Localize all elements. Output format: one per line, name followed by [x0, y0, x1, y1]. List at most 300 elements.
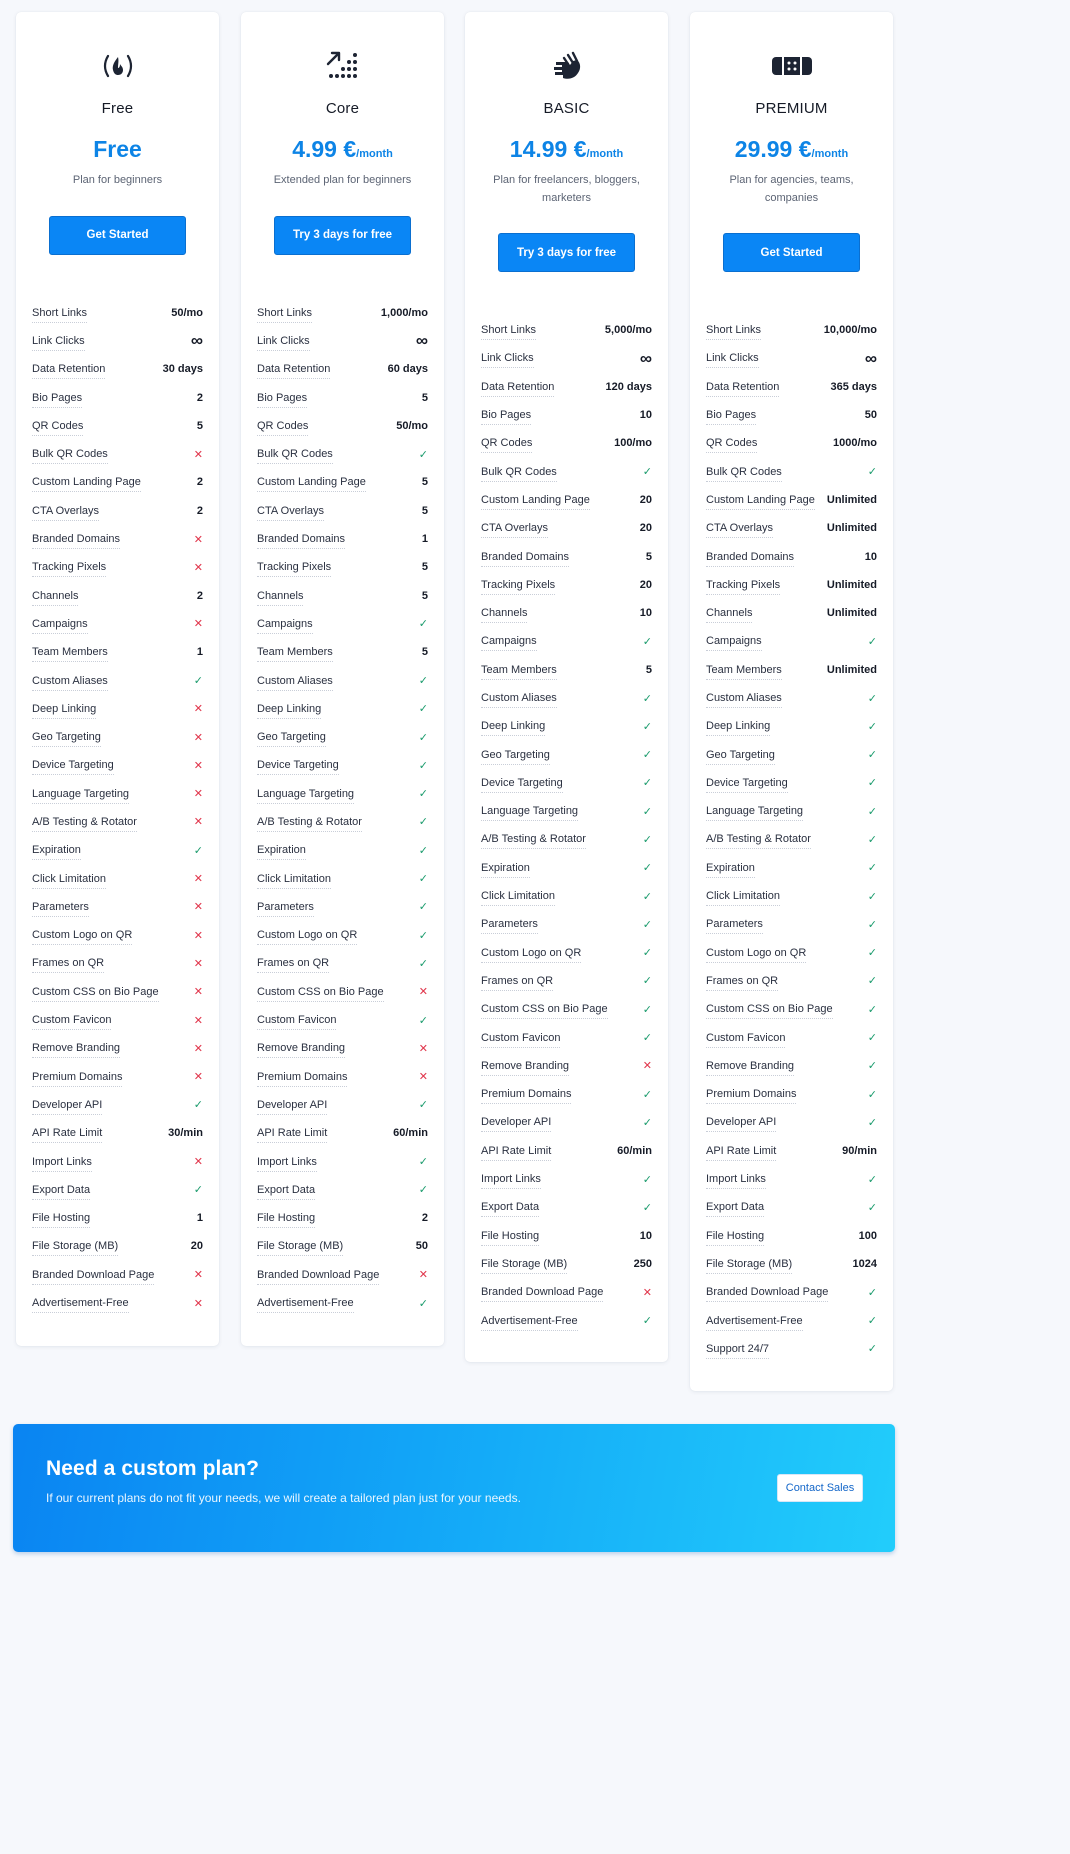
feature-label[interactable]: Team Members [32, 646, 108, 662]
feature-label[interactable]: Geo Targeting [706, 749, 775, 765]
feature-value: 20 [639, 493, 652, 506]
feature-value: 90/min [842, 1144, 877, 1157]
feature-row [706, 797, 877, 825]
feature-label[interactable]: Click Limitation [706, 890, 780, 906]
feature-row [32, 1204, 203, 1232]
feature-label[interactable]: A/B Testing & Rotator [32, 816, 137, 832]
feature-label[interactable]: Frames on QR [706, 975, 778, 991]
custom-plan-banner [13, 1424, 895, 1552]
feature-row [706, 1108, 877, 1136]
feature-label[interactable]: A/B Testing & Rotator [481, 833, 586, 849]
feature-value: 5 [421, 589, 428, 602]
feature-label[interactable]: Language Targeting [481, 805, 578, 821]
feature-label[interactable]: Language Targeting [257, 788, 354, 804]
feature-value: 2 [196, 589, 203, 602]
free-trial-button[interactable]: Try 3 days for free [498, 233, 635, 272]
feature-label[interactable]: Campaigns [481, 635, 537, 651]
feature-row [32, 836, 203, 864]
feature-row [32, 468, 203, 496]
feature-label[interactable]: Bio Pages [481, 409, 531, 425]
feature-row [32, 412, 203, 440]
feature-label[interactable]: Premium Domains [481, 1088, 571, 1104]
feature-row [706, 825, 877, 853]
feature-row [706, 1306, 877, 1334]
feature-label[interactable]: Device Targeting [706, 777, 788, 793]
feature-label[interactable]: Data Retention [257, 363, 330, 379]
check-icon: ✓ [642, 635, 652, 648]
feature-label[interactable]: Import Links [481, 1173, 541, 1189]
feature-row [481, 740, 652, 768]
feature-row [32, 1147, 203, 1175]
feature-row [32, 525, 203, 553]
feature-label[interactable]: Advertisement-Free [481, 1315, 578, 1331]
check-icon: ✓ [642, 862, 652, 875]
feature-label[interactable]: Custom CSS on Bio Page [257, 986, 384, 1002]
feature-row [32, 1091, 203, 1119]
feature-value: 5 [421, 646, 428, 659]
feature-label[interactable]: Export Data [32, 1184, 90, 1200]
check-icon: ✓ [418, 618, 428, 631]
feature-row [32, 1034, 203, 1062]
feature-label[interactable]: Language Targeting [32, 788, 129, 804]
check-icon: ✓ [418, 759, 428, 772]
plan-description: Extended plan for beginners [273, 174, 412, 186]
feature-label[interactable]: File Storage (MB) [32, 1240, 118, 1256]
feature-value: 10,000/mo [823, 324, 877, 337]
check-icon: ✓ [867, 1003, 877, 1016]
feature-label[interactable]: Device Targeting [257, 759, 339, 775]
price-period: /month [586, 148, 624, 160]
feature-row [481, 967, 652, 995]
feature-label[interactable]: CTA Overlays [481, 522, 548, 538]
feature-row [706, 967, 877, 995]
check-icon: ✓ [642, 947, 652, 960]
check-icon: ✓ [867, 947, 877, 960]
feature-row [481, 542, 652, 570]
feature-label[interactable]: Short Links [481, 324, 536, 340]
feature-label[interactable]: Data Retention [32, 363, 105, 379]
feature-row [257, 1063, 428, 1091]
check-icon: ✓ [418, 873, 428, 886]
get-started-button[interactable]: Get Started [49, 216, 186, 255]
feature-row [32, 1063, 203, 1091]
cross-icon: ✕ [193, 703, 203, 716]
check-icon: ✓ [418, 703, 428, 716]
feature-value: 20 [639, 522, 652, 535]
feature-label[interactable]: Advertisement-Free [32, 1297, 129, 1313]
feature-label[interactable]: CTA Overlays [257, 505, 324, 521]
feature-label[interactable]: File Storage (MB) [481, 1258, 567, 1274]
feature-label[interactable]: Branded Download Page [481, 1286, 603, 1302]
feature-row [481, 1193, 652, 1221]
feature-row [32, 666, 203, 694]
check-icon: ✓ [418, 731, 428, 744]
feature-label[interactable]: Team Members [481, 664, 557, 680]
feature-label[interactable]: Premium Domains [257, 1071, 347, 1087]
feature-label[interactable]: Custom CSS on Bio Page [706, 1003, 833, 1019]
feature-label[interactable]: Geo Targeting [32, 731, 101, 747]
feature-row [32, 497, 203, 525]
feature-row [257, 808, 428, 836]
feature-label[interactable]: Advertisement-Free [257, 1297, 354, 1313]
check-icon: ✓ [642, 466, 652, 479]
feature-label[interactable]: File Hosting [706, 1230, 764, 1246]
feature-value: 250 [633, 1257, 652, 1270]
feature-label[interactable]: Import Links [257, 1156, 317, 1172]
feature-label[interactable]: Device Targeting [32, 759, 114, 775]
feature-row [257, 1204, 428, 1232]
plan-price [706, 136, 877, 162]
feature-row [257, 751, 428, 779]
feature-label[interactable]: Short Links [706, 324, 761, 340]
feature-label[interactable]: Tracking Pixels [706, 579, 780, 595]
feature-label[interactable]: Link Clicks [481, 352, 534, 368]
feature-label[interactable]: Custom Favicon [32, 1014, 111, 1030]
feature-label[interactable]: QR Codes [32, 420, 83, 436]
feature-row [706, 457, 877, 485]
feature-label[interactable]: Deep Linking [481, 720, 545, 736]
feature-value: 5 [645, 550, 652, 563]
feature-row [481, 882, 652, 910]
cross-icon: ✕ [193, 788, 203, 801]
free-trial-button[interactable]: Try 3 days for free [274, 216, 411, 255]
cross-icon: ✕ [642, 1286, 652, 1299]
feature-value: 50 [415, 1240, 428, 1253]
check-icon: ✓ [867, 720, 877, 733]
feature-row [706, 373, 877, 401]
feature-label[interactable]: A/B Testing & Rotator [706, 833, 811, 849]
feature-value: 1 [196, 646, 203, 659]
check-icon: ✓ [642, 833, 652, 846]
plan-price [32, 136, 203, 162]
feature-value: Unlimited [826, 663, 877, 676]
feature-row [481, 995, 652, 1023]
feature-label[interactable]: Custom Landing Page [481, 494, 590, 510]
feature-row [481, 825, 652, 853]
feature-row [481, 627, 652, 655]
check-icon: ✓ [642, 720, 652, 733]
plan-card-core [241, 12, 444, 1346]
feature-label[interactable]: Tracking Pixels [481, 579, 555, 595]
feature-label[interactable]: Frames on QR [257, 957, 329, 973]
check-icon: ✓ [867, 1315, 877, 1328]
feature-label[interactable]: Advertisement-Free [706, 1315, 803, 1331]
feature-label[interactable]: Campaigns [706, 635, 762, 651]
feature-row [481, 486, 652, 514]
feature-row [32, 581, 203, 609]
feature-label[interactable]: Parameters [32, 901, 89, 917]
feature-row [32, 1261, 203, 1289]
cross-icon: ✕ [193, 731, 203, 744]
feature-list [706, 316, 877, 1363]
feature-label[interactable]: Custom Favicon [481, 1032, 560, 1048]
check-icon: ✓ [642, 918, 652, 931]
feature-label[interactable]: Developer API [32, 1099, 102, 1115]
check-icon: ✓ [867, 805, 877, 818]
check-icon: ✓ [418, 675, 428, 687]
feature-label[interactable]: Remove Branding [257, 1042, 345, 1058]
feature-row [257, 525, 428, 553]
feature-label[interactable]: API Rate Limit [706, 1145, 776, 1161]
feature-label[interactable]: File Hosting [32, 1212, 90, 1228]
feature-label[interactable]: Click Limitation [481, 890, 555, 906]
feature-label[interactable]: Export Data [481, 1201, 539, 1217]
feature-label[interactable]: Short Links [32, 307, 87, 323]
feature-row [706, 1250, 877, 1278]
feature-label[interactable]: Channels [32, 590, 78, 606]
cross-icon: ✕ [418, 1042, 428, 1055]
get-started-button[interactable]: Get Started [723, 233, 860, 272]
check-icon: ✓ [867, 692, 877, 705]
feature-label[interactable]: Export Data [706, 1201, 764, 1217]
cross-icon: ✕ [193, 929, 203, 942]
feature-label[interactable]: Expiration [706, 862, 755, 878]
feature-row [257, 1261, 428, 1289]
feature-label[interactable]: Campaigns [32, 618, 88, 634]
feature-label[interactable]: Custom Aliases [481, 692, 557, 708]
feature-label[interactable]: Import Links [32, 1156, 92, 1172]
feature-row [257, 666, 428, 694]
feature-label[interactable]: Bulk QR Codes [706, 466, 782, 482]
feature-label[interactable]: Frames on QR [481, 975, 553, 991]
feature-label[interactable]: A/B Testing & Rotator [257, 816, 362, 832]
check-icon: ✓ [418, 1184, 428, 1197]
check-icon: ✓ [642, 692, 652, 705]
feature-label[interactable]: API Rate Limit [32, 1127, 102, 1143]
feature-label[interactable]: API Rate Limit [481, 1145, 551, 1161]
feature-row [257, 440, 428, 468]
feature-row [257, 1091, 428, 1119]
feature-label[interactable]: Bulk QR Codes [481, 466, 557, 482]
feature-value: 1 [421, 533, 428, 546]
feature-label[interactable]: Geo Targeting [257, 731, 326, 747]
check-icon: ✓ [642, 777, 652, 790]
feature-label[interactable]: Parameters [706, 918, 763, 934]
price-amount: 29.99 € [734, 136, 812, 162]
feature-label[interactable]: File Storage (MB) [706, 1258, 792, 1274]
feature-row [257, 468, 428, 496]
feature-row [257, 978, 428, 1006]
feature-label[interactable]: Custom Favicon [257, 1014, 336, 1030]
feature-row [32, 921, 203, 949]
feature-row [481, 939, 652, 967]
feature-label[interactable]: CTA Overlays [706, 522, 773, 538]
feature-label[interactable]: Branded Domains [32, 533, 120, 549]
feature-label[interactable]: Custom CSS on Bio Page [32, 986, 159, 1002]
cross-icon: ✕ [193, 986, 203, 999]
feature-label[interactable]: Bulk QR Codes [257, 448, 333, 464]
feature-label[interactable]: Support 24/7 [706, 1343, 769, 1359]
feature-row [481, 401, 652, 429]
feature-row [32, 695, 203, 723]
feature-label[interactable]: Short Links [257, 307, 312, 323]
feature-row [481, 1250, 652, 1278]
feature-value: Unlimited [826, 522, 877, 535]
infinity-icon: ∞ [639, 348, 652, 368]
price-period: /month [356, 148, 393, 160]
feature-label[interactable]: Branded Download Page [706, 1286, 828, 1302]
check-icon: ✓ [418, 929, 428, 942]
check-icon: ✓ [418, 957, 428, 970]
feature-row [706, 486, 877, 514]
feature-label[interactable]: CTA Overlays [32, 505, 99, 521]
feature-label[interactable]: Deep Linking [32, 703, 96, 719]
feature-label[interactable]: QR Codes [481, 437, 532, 453]
feature-label[interactable]: Link Clicks [257, 335, 310, 351]
feature-value: 2 [196, 504, 203, 517]
feature-row [257, 1147, 428, 1175]
feature-label[interactable]: Developer API [481, 1116, 551, 1132]
feature-row [481, 457, 652, 485]
feature-label[interactable]: Custom Logo on QR [32, 929, 132, 945]
feature-row [706, 542, 877, 570]
feature-label[interactable]: Export Data [257, 1184, 315, 1200]
cross-icon: ✕ [193, 618, 203, 631]
feature-row [257, 1176, 428, 1204]
feature-label[interactable]: QR Codes [257, 420, 308, 436]
feature-row [481, 1306, 652, 1334]
check-icon: ✓ [867, 918, 877, 931]
feature-row [706, 571, 877, 599]
plan-description: Plan for freelancers, bloggers, marketers [493, 174, 640, 204]
feature-label[interactable]: Custom Aliases [32, 675, 108, 691]
feature-value: 1000/mo [832, 437, 877, 450]
contact-sales-button[interactable]: Contact Sales [777, 1474, 863, 1502]
feature-label[interactable]: Data Retention [481, 381, 554, 397]
cross-icon: ✕ [193, 1042, 203, 1055]
cross-icon: ✕ [193, 957, 203, 970]
feature-label[interactable]: Channels [706, 607, 752, 623]
free-code-camp-icon [32, 50, 203, 82]
check-icon: ✓ [418, 448, 428, 461]
feature-value: 20 [190, 1240, 203, 1253]
feature-row [706, 1165, 877, 1193]
check-icon: ✓ [867, 1032, 877, 1045]
feature-label[interactable]: Remove Branding [706, 1060, 794, 1076]
feature-label[interactable]: Custom Logo on QR [257, 929, 357, 945]
feature-label[interactable]: API Rate Limit [257, 1127, 327, 1143]
feature-row [32, 751, 203, 779]
feature-label[interactable]: Link Clicks [32, 335, 85, 351]
feature-label[interactable]: Branded Download Page [257, 1269, 379, 1285]
feature-row [32, 383, 203, 411]
feature-label[interactable]: Remove Branding [481, 1060, 569, 1076]
feature-label[interactable]: Custom Aliases [257, 675, 333, 691]
feature-label[interactable]: Custom Favicon [706, 1032, 785, 1048]
feature-label[interactable]: Custom CSS on Bio Page [481, 1003, 608, 1019]
feature-label[interactable]: Bio Pages [257, 392, 307, 408]
feature-label[interactable]: Parameters [257, 901, 314, 917]
feature-label[interactable]: Campaigns [257, 618, 313, 634]
plan-name: BASIC [543, 100, 590, 117]
feature-label[interactable]: Branded Domains [481, 551, 569, 567]
feature-row [32, 1176, 203, 1204]
cross-icon: ✕ [193, 901, 203, 914]
feature-label[interactable]: Bio Pages [706, 409, 756, 425]
feature-label[interactable]: File Storage (MB) [257, 1240, 343, 1256]
feature-label[interactable]: Import Links [706, 1173, 766, 1189]
feature-label[interactable]: Expiration [32, 844, 81, 860]
feature-label[interactable]: Team Members [706, 664, 782, 680]
feature-label[interactable]: File Hosting [257, 1212, 315, 1228]
check-icon: ✓ [418, 816, 428, 829]
feature-label[interactable]: Team Members [257, 646, 333, 662]
feature-label[interactable]: Device Targeting [481, 777, 563, 793]
feature-row [257, 1289, 428, 1317]
feature-label[interactable]: Click Limitation [32, 873, 106, 889]
feature-label[interactable]: Data Retention [706, 381, 779, 397]
feature-label[interactable]: Deep Linking [706, 720, 770, 736]
feature-label[interactable]: Expiration [481, 862, 530, 878]
feature-label[interactable]: Remove Branding [32, 1042, 120, 1058]
feature-label[interactable]: Custom Logo on QR [481, 947, 581, 963]
feature-value: 50/mo [396, 419, 428, 432]
feature-label[interactable]: Geo Targeting [481, 749, 550, 765]
cross-icon: ✕ [193, 448, 203, 461]
feature-row [706, 344, 877, 372]
feature-label[interactable]: Custom Aliases [706, 692, 782, 708]
feature-row [706, 1023, 877, 1051]
feature-label[interactable]: Bulk QR Codes [32, 448, 108, 464]
feature-label[interactable]: Channels [481, 607, 527, 623]
check-icon: ✓ [867, 1286, 877, 1299]
feature-label[interactable]: File Hosting [481, 1230, 539, 1246]
feature-label[interactable]: Tracking Pixels [32, 561, 106, 577]
cross-icon: ✕ [193, 1297, 203, 1310]
feature-row [706, 401, 877, 429]
feature-label[interactable]: Click Limitation [257, 873, 331, 889]
feature-label[interactable]: Custom Landing Page [257, 476, 366, 492]
feature-row [706, 1335, 877, 1363]
feature-label[interactable]: Channels [257, 590, 303, 606]
check-icon: ✓ [642, 1173, 652, 1186]
feature-label[interactable]: Deep Linking [257, 703, 321, 719]
feature-label[interactable]: QR Codes [706, 437, 757, 453]
feature-row [257, 412, 428, 440]
feature-label[interactable]: Custom Landing Page [706, 494, 815, 510]
feature-label[interactable]: Premium Domains [32, 1071, 122, 1087]
feature-row [257, 1232, 428, 1260]
feature-label[interactable]: Link Clicks [706, 352, 759, 368]
feature-row [706, 769, 877, 797]
cross-icon: ✕ [193, 1269, 203, 1282]
feature-label[interactable]: Premium Domains [706, 1088, 796, 1104]
feature-label[interactable]: Language Targeting [706, 805, 803, 821]
feature-label[interactable]: Branded Download Page [32, 1269, 154, 1285]
feature-label[interactable]: Developer API [706, 1116, 776, 1132]
cross-icon: ✕ [193, 1071, 203, 1084]
feature-label[interactable]: Custom Landing Page [32, 476, 141, 492]
feature-label[interactable]: Bio Pages [32, 392, 82, 408]
feature-label[interactable]: Custom Logo on QR [706, 947, 806, 963]
feature-label[interactable]: Frames on QR [32, 957, 104, 973]
feature-row [32, 327, 203, 355]
feature-label[interactable]: Tracking Pixels [257, 561, 331, 577]
feature-row [32, 299, 203, 327]
cross-icon: ✕ [642, 1060, 652, 1073]
price-amount: Free [93, 136, 142, 162]
feature-label[interactable]: Branded Domains [257, 533, 345, 549]
check-icon: ✓ [867, 1173, 877, 1186]
feature-label[interactable]: Branded Domains [706, 551, 794, 567]
feature-row [257, 893, 428, 921]
feature-label[interactable]: Parameters [481, 918, 538, 934]
plan-card-premium [690, 12, 893, 1391]
feature-label[interactable]: Developer API [257, 1099, 327, 1115]
feature-row [481, 1080, 652, 1108]
feature-row [32, 1006, 203, 1034]
feature-label[interactable]: Expiration [257, 844, 306, 860]
